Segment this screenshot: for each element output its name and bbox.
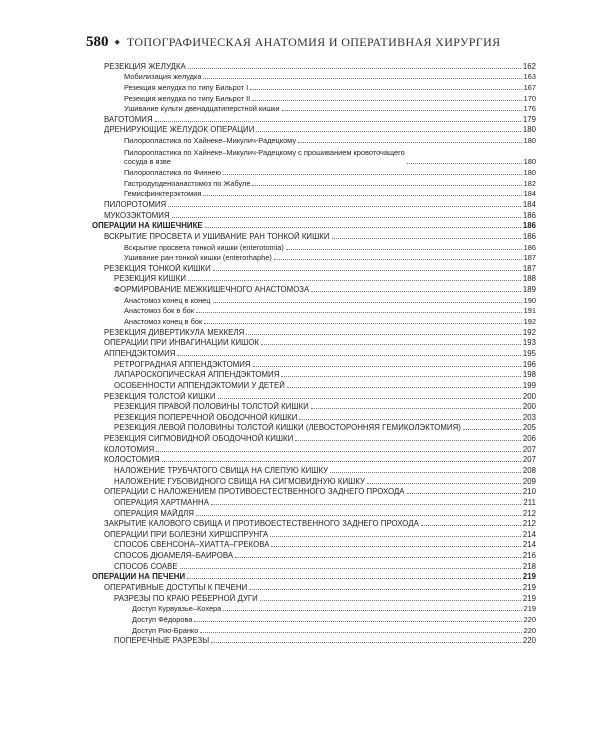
dot-leader: [194, 621, 521, 622]
dot-leader: [332, 238, 521, 239]
toc-entry: [92, 294, 536, 305]
toc-entry-title: Ушивание культи двенадцатиперстной кишки: [124, 104, 280, 114]
toc-page-number: 180: [522, 125, 536, 135]
toc-entry-title: Пилоропластика по Финнею: [124, 168, 222, 178]
toc-entry: [92, 603, 536, 614]
toc-entry-title: КОЛОСТОМИЯ: [104, 455, 160, 465]
dot-leader: [156, 451, 521, 452]
table-of-contents: [92, 60, 536, 645]
toc-entry: [92, 273, 536, 284]
toc-entry: [92, 486, 536, 497]
toc-entry: [92, 613, 536, 624]
page-number: 580: [86, 34, 109, 50]
toc-page-number: 195: [522, 348, 536, 358]
toc-entry-title: ОСОБЕННОСТИ АППЕНДЭКТОМИИ У ДЕТЕЙ: [114, 380, 285, 390]
toc-entry-title: РЕТРОГРАДНАЯ АППЕНДЭКТОМИЯ: [114, 359, 251, 369]
toc-page-number: 207: [522, 455, 536, 465]
dot-leader: [287, 387, 521, 388]
dot-leader: [253, 366, 521, 367]
dot-leader: [330, 472, 521, 473]
toc-entry: [92, 507, 536, 518]
page-header: [86, 34, 546, 54]
toc-entry-title: РЕЗЕКЦИЯ СИГМОВИДНОЙ ОБОДОЧНОЙ КИШКИ: [104, 434, 294, 444]
toc-page-number: 187: [523, 253, 536, 263]
toc-entry: [92, 496, 536, 507]
toc-entry-title: ОПЕРАЦИИ ПРИ БОЛЕЗНИ ХИРШСПРУНГА: [104, 529, 269, 539]
dot-leader: [211, 504, 521, 505]
toc-page-number: 216: [522, 551, 536, 561]
toc-entry: [92, 411, 536, 422]
dot-leader: [218, 398, 521, 399]
toc-page-number: 180: [523, 136, 536, 146]
toc-entry: [92, 81, 536, 92]
toc-entry-title: Анастомоз конец в бок: [124, 317, 203, 327]
toc-entry-title: КОЛОТОМИЯ: [104, 444, 155, 454]
toc-entry-title: РЕЗЕКЦИЯ ЖЕЛУДКА: [104, 61, 186, 71]
toc-page-number: 162: [522, 61, 536, 71]
toc-entry: [92, 635, 536, 646]
dot-leader: [188, 68, 521, 69]
toc-entry-title: Гастродуоденоанастомоз по Жабуле: [124, 178, 251, 188]
toc-page-number: 205: [522, 423, 536, 433]
dot-leader: [274, 259, 522, 260]
toc-entry-title: Мобилизация желудка: [124, 72, 202, 82]
dot-leader: [211, 642, 521, 643]
dot-leader: [203, 78, 521, 79]
toc-entry-title: Ушивание ран тонкой кишки (enterorhaphe): [124, 253, 272, 263]
dot-leader: [463, 429, 521, 430]
dot-leader: [407, 163, 522, 164]
toc-entry: [92, 443, 536, 454]
toc-page-number: 184: [523, 189, 536, 199]
toc-entry: [92, 624, 536, 635]
toc-page-number: 186: [522, 231, 536, 241]
toc-page-number: 214: [522, 540, 536, 550]
toc-entry: [92, 71, 536, 82]
toc-entry-title: Резекция желудка по типу Бильрот I: [124, 82, 249, 92]
dot-leader: [223, 174, 522, 175]
toc-page-number: 182: [523, 178, 536, 188]
toc-page-number: 220: [522, 636, 536, 646]
toc-entry: [92, 337, 536, 348]
dot-leader: [261, 344, 521, 345]
toc-entry: [92, 401, 536, 412]
toc-page-number: 184: [522, 199, 536, 209]
toc-page-number: 200: [522, 391, 536, 401]
toc-entry-title: Гемисфинктерэктомия: [124, 189, 202, 199]
toc-entry-title: ВАГОТОМИЯ: [104, 114, 153, 124]
dot-leader: [295, 440, 521, 441]
dot-leader: [271, 546, 520, 547]
toc-entry: [92, 464, 536, 475]
dot-leader: [205, 227, 521, 228]
toc-entry: [92, 209, 536, 220]
toc-page-number: 167: [523, 82, 536, 92]
toc-entry: [92, 571, 536, 582]
toc-entry-title: РЕЗЕКЦИЯ ПРАВОЙ ПОЛОВИНЫ ТОЛСТОЙ КИШКИ: [114, 402, 309, 412]
toc-entry-title: НАЛОЖЕНИЕ ГУБОВИДНОГО СВИЩА НА СИГМОВИДНУЮ КИШКУ: [114, 476, 366, 486]
dot-leader: [407, 493, 521, 494]
toc-page-number: 186: [523, 242, 536, 252]
toc-entry: [92, 539, 536, 550]
toc-entry-title: ФОРМИРОВАНИЕ МЕЖКИШЕЧНОГО АНАСТОМОЗА: [114, 285, 310, 295]
toc-entry-title: СПОСОБ СВЕНСОНА–ХИАТТА–ГРЕКОВА: [114, 540, 270, 550]
dot-leader: [299, 419, 520, 420]
running-title: ТОПОГРАФИЧЕСКАЯ АНАТОМИЯ И ОПЕРАТИВНАЯ ХИРУРГИЯ: [126, 35, 501, 49]
toc-entry-title: СПОСОБ СОАВЕ: [114, 561, 178, 571]
toc-entry: [92, 475, 536, 486]
toc-entry: [92, 124, 536, 135]
toc-page-number: 192: [522, 327, 536, 337]
toc-entry: [92, 230, 536, 241]
toc-entry: [92, 518, 536, 529]
toc-page-number: 188: [522, 274, 536, 284]
dot-leader: [270, 536, 521, 537]
toc-entry: [92, 560, 536, 571]
toc-entry-title: Доступ Фёдорова: [132, 614, 193, 624]
toc-page-number: 199: [522, 380, 536, 390]
toc-entry: [92, 188, 536, 199]
dot-leader: [213, 270, 521, 271]
toc-page-number: 163: [523, 72, 536, 82]
toc-page-number: 192: [523, 317, 536, 327]
toc-entry-title: РЕЗЕКЦИЯ ТОНКОЙ КИШКИ: [104, 263, 211, 273]
toc-entry: [92, 241, 536, 252]
dot-leader: [177, 355, 520, 356]
toc-page-number: 220: [523, 625, 536, 635]
toc-page-number: 208: [522, 466, 536, 475]
dot-leader: [367, 483, 521, 484]
toc-page-number: 219: [522, 572, 536, 582]
toc-entry: [92, 528, 536, 539]
toc-entry: [92, 379, 536, 390]
toc-page-number: 196: [522, 359, 536, 369]
toc-page-number: 198: [522, 370, 536, 380]
toc-page-number: 180: [523, 168, 536, 178]
toc-entry-title: ОПЕРАЦИИ С НАЛОЖЕНИЕМ ПРОТИВОЕСТЕСТВЕННОГО ЗАДНЕГО ПРОХОДА: [104, 487, 405, 497]
dot-leader: [250, 89, 521, 90]
toc-entry: [92, 454, 536, 465]
toc-entry: [92, 581, 536, 592]
toc-entry-title: Пилоропластика по Хайнеке–Микулич-Радецкому: [124, 136, 297, 146]
toc-page-number: 179: [522, 114, 536, 124]
dot-leader: [180, 568, 521, 569]
toc-page-number: 187: [522, 263, 536, 273]
dot-leader: [223, 610, 521, 611]
dot-leader: [213, 302, 522, 303]
dot-leader: [235, 557, 521, 558]
dot-leader: [281, 376, 520, 377]
diamond-icon: ◆: [114, 39, 120, 46]
toc-entry-title: ЗАКРЫТИЕ КАЛОВОГО СВИЩА И ПРОТИВОЕСТЕСТВЕННОГО ЗАДНЕГО ПРОХОДА: [104, 519, 419, 529]
toc-entry: [92, 92, 536, 103]
dot-leader: [196, 515, 521, 516]
dot-leader: [168, 206, 521, 207]
toc-entry-title: ОПЕРАЦИИ НА КИШЕЧНИКЕ: [92, 221, 203, 231]
toc-page-number: 191: [523, 306, 536, 316]
dot-leader: [311, 408, 521, 409]
dot-leader: [203, 195, 521, 196]
toc-entry: [92, 166, 536, 177]
toc-page-number: 218: [522, 561, 536, 571]
toc-entry-title: ОПЕРАЦИИ НА ПЕЧЕНИ: [92, 572, 186, 582]
toc-page-number: 207: [522, 444, 536, 454]
toc-entry: [92, 305, 536, 316]
toc-page-number: 206: [522, 434, 536, 444]
toc-entry: [92, 315, 536, 326]
dot-leader: [246, 334, 521, 335]
toc-entry: [92, 358, 536, 369]
toc-entry: [92, 592, 536, 603]
toc-page-number: 219: [522, 583, 536, 593]
toc-entry-title: Анастомоз бок в бок: [124, 306, 194, 316]
toc-entry: [92, 326, 536, 337]
toc-entry: [92, 198, 536, 209]
toc-entry-title: РЕЗЕКЦИЯ КИШКИ: [114, 274, 186, 284]
toc-entry: [92, 432, 536, 443]
toc-entry: [92, 60, 536, 71]
toc-entry: [92, 549, 536, 560]
toc-page-number: 212: [522, 508, 536, 518]
toc-entry-title: ОПЕРАЦИЯ ХАРТМАННА: [114, 497, 209, 507]
toc-entry-title: Вскрытие просвета тонкой кишки (enterotomia): [124, 242, 284, 252]
toc-page-number: 186: [522, 210, 536, 220]
toc-entry-title: ПОПЕРЕЧНЫЕ РАЗРЕЗЫ: [114, 636, 210, 646]
toc-page-number: 200: [522, 402, 536, 412]
toc-page-number: 209: [522, 476, 536, 486]
toc-entry: [92, 103, 536, 114]
dot-leader: [252, 185, 521, 186]
toc-entry-title: ОПЕРАЦИИ ПРИ ИНВАГИНАЦИИ КИШОК: [104, 338, 260, 348]
toc-entry-title: ПИЛОРОТОМИЯ: [104, 199, 167, 209]
dot-leader: [249, 589, 521, 590]
toc-entry: [92, 177, 536, 188]
toc-page-number: 203: [522, 412, 536, 422]
toc-entry-title: РЕЗЕКЦИЯ ДИВЕРТИКУЛА МЕККЕЛЯ: [104, 327, 245, 337]
toc-entry-title: НАЛОЖЕНИЕ ТРУБЧАТОГО СВИЩА НА СЛЕПУЮ КИШКУ: [114, 466, 329, 475]
toc-entry-title: РАЗРЕЗЫ ПО КРАЮ РЁБЕРНОЙ ДУГИ: [114, 593, 258, 603]
dot-leader: [311, 291, 521, 292]
dot-leader: [155, 121, 521, 122]
toc-page-number: 210: [522, 487, 536, 497]
dot-leader: [298, 142, 522, 143]
toc-entry-title: Анастомоз конец в конец: [124, 295, 211, 305]
toc-entry-title-block: [124, 148, 405, 166]
dot-leader: [196, 312, 522, 313]
toc-entry-title: Резекция желудка по типу Бильрот II: [124, 93, 251, 103]
toc-entry-title: ОПЕРАЦИЯ МАЙДЛЯ: [114, 508, 194, 518]
toc-entry: [92, 252, 536, 263]
toc-entry-title: ВСКРЫТИЕ ПРОСВЕТА И УШИВАНИЕ РАН ТОНКОЙ КИШКИ: [104, 231, 330, 241]
toc-page-number: 193: [522, 338, 536, 348]
toc-entry-title-continued: сосуда в язве: [124, 157, 171, 167]
toc-page-number: 170: [523, 93, 536, 103]
dot-leader: [204, 323, 521, 324]
toc-page-number: 176: [523, 104, 536, 114]
toc-entry-title: ОПЕРАТИВНЫЕ ДОСТУПЫ К ПЕЧЕНИ: [104, 583, 248, 593]
toc-entry: [92, 220, 536, 231]
toc-entry-title: Доступ Курвуазье–Кохера: [132, 604, 222, 614]
toc-entry: [92, 369, 536, 380]
toc-entry-title: ЛАПАРОСКОПИЧЕСКАЯ АППЕНДЭКТОМИЯ: [114, 370, 280, 380]
toc-entry-title: СПОСОБ ДЮАМЕЛЯ–БАИРОВА: [114, 551, 234, 561]
toc-entry: [92, 262, 536, 273]
toc-page-number: 190: [523, 295, 536, 305]
toc-entry-title: АППЕНДЭКТОМИЯ: [104, 348, 176, 358]
dot-leader: [260, 600, 521, 601]
toc-entry-title: МУКОЗЭКТОМИЯ: [104, 210, 170, 220]
toc-entry: [92, 422, 536, 433]
dot-leader: [421, 525, 521, 526]
toc-entry-title: Доступ Рио-Бранко: [132, 625, 199, 635]
toc-entry: [92, 390, 536, 401]
toc-page-number: 211: [523, 497, 536, 507]
toc-page-number: 186: [522, 221, 536, 231]
toc-entry: [92, 113, 536, 124]
toc-page-number: 214: [522, 529, 536, 539]
dot-leader: [252, 100, 521, 101]
dot-leader: [162, 461, 521, 462]
dot-leader: [188, 280, 521, 281]
toc-entry-title: РЕЗЕКЦИЯ ЛЕВОЙ ПОЛОВИНЫ ТОЛСТОЙ КИШКИ (ЛЕВОСТОРОННЯЯ ГЕМИКОЛЭКТОМИЯ): [114, 423, 461, 433]
toc-page-number: 180: [523, 157, 536, 167]
toc-entry-title: ДРЕНИРУЮЩИЕ ЖЕЛУДОК ОПЕРАЦИИ: [104, 125, 255, 135]
dot-leader: [172, 217, 521, 218]
toc-page-number: 219: [522, 593, 536, 603]
toc-entry: [92, 283, 536, 294]
toc-entry: [92, 145, 536, 166]
toc-page-number: 212: [522, 519, 536, 529]
dot-leader: [286, 249, 522, 250]
toc-entry: [92, 347, 536, 358]
toc-entry-title: РЕЗЕКЦИЯ ТОЛСТОЙ КИШКИ: [104, 391, 216, 401]
toc-page-number: 189: [522, 285, 536, 295]
toc-page-number: 220: [523, 614, 536, 624]
toc-entry-title: РЕЗЕКЦИЯ ПОПЕРЕЧНОЙ ОБОДОЧНОЙ КИШКИ: [114, 412, 298, 422]
dot-leader: [187, 578, 521, 579]
toc-page-number: 219: [523, 604, 536, 614]
dot-leader: [256, 131, 520, 132]
dot-leader: [200, 632, 521, 633]
toc-entry: [92, 134, 536, 145]
toc-entry-title: Пилоропластика по Хайнеке–Микулич-Радецкому с прошиванием кровоточащего: [124, 148, 405, 158]
dot-leader: [282, 110, 522, 111]
